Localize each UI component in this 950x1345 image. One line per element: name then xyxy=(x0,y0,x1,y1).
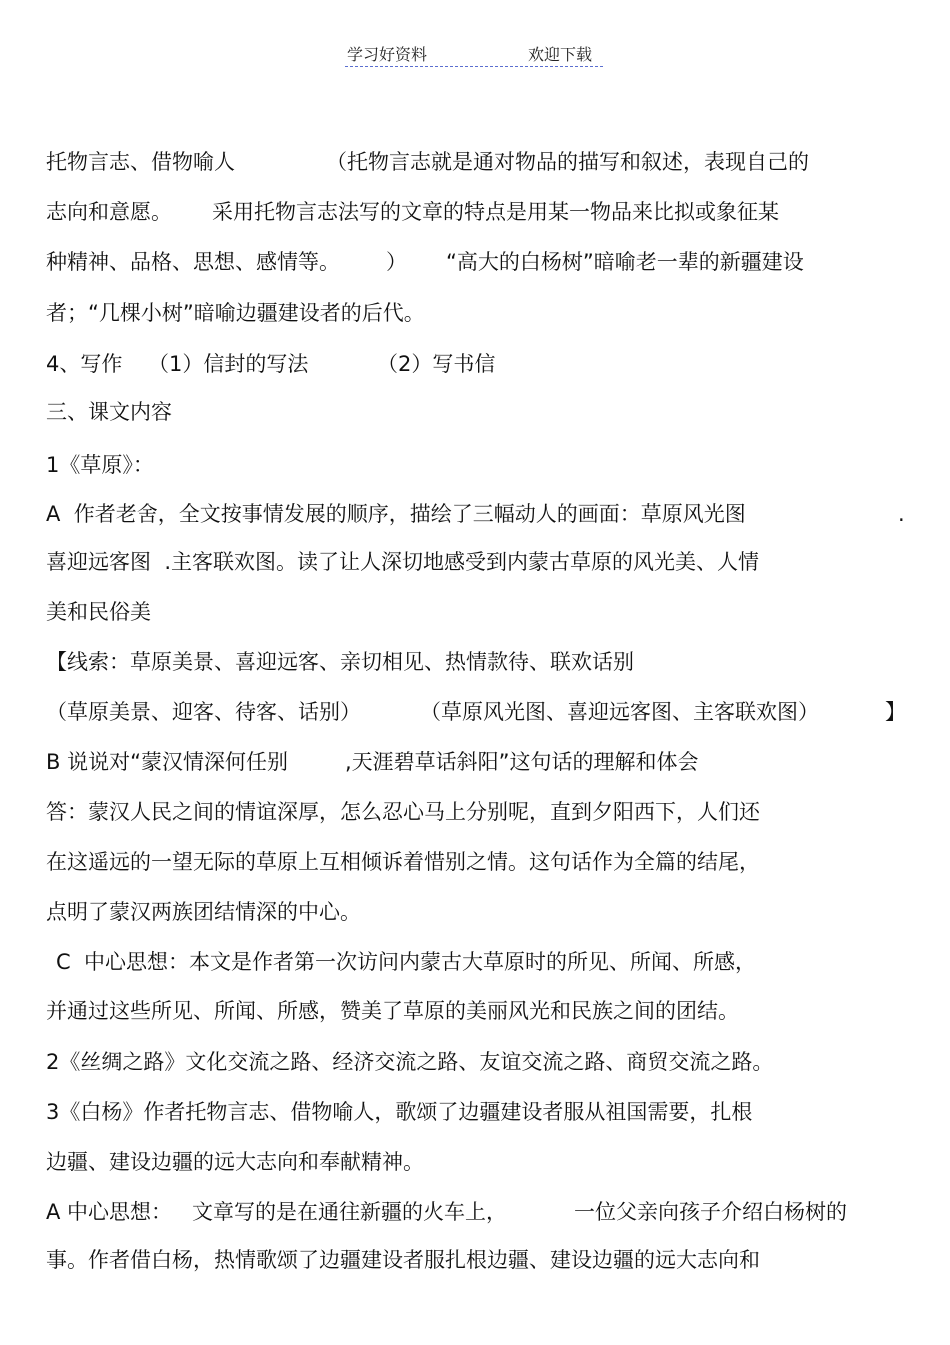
text-line: 事。作者借白杨，热情歌颂了边疆建设者服扎根边疆、建设边疆的远大志向和 xyxy=(46,1248,760,1272)
section-heading: 三、课文内容 xyxy=(46,400,172,424)
text-line: 3《白杨》作者托物言志、借物喻人，歌颂了边疆建设者服从祖国需要，扎根 xyxy=(46,1100,753,1124)
text-line: 一位父亲向孩子介绍白杨树的 xyxy=(574,1200,847,1224)
text-line: 者；“几棵小树”暗喻边疆建设者的后代。 xyxy=(46,301,425,325)
text-line: 文章写的是在通往新疆的火车上， xyxy=(192,1200,507,1224)
text-line: 【线索：草原美景、喜迎远客、亲切相见、热情款待、联欢话别 xyxy=(46,650,634,674)
text-line: 点明了蒙汉两族团结情深的中心。 xyxy=(46,900,361,924)
page-header xyxy=(345,40,603,67)
text-line: （草原美景、迎客、待客、话别） xyxy=(46,700,361,724)
text-line: . xyxy=(898,502,905,526)
text-line: （2）写书信 xyxy=(377,352,496,376)
text-line: 在这遥远的一望无际的草原上互相倾诉着惜别之情。这句话作为全篇的结尾， xyxy=(46,850,760,874)
text-line: 2《丝绸之路》文化交流之路、经济交流之路、友谊交流之路、商贸交流之路。 xyxy=(46,1050,774,1074)
text-line: ,天涯碧草话斜阳”这句话的理解和体会 xyxy=(345,750,699,774)
text-line: “高大的白杨树”暗喻老一辈的新疆建设 xyxy=(446,250,804,274)
text-line: C 中心思想：本文是作者第一次访问内蒙古大草原时的所见、所闻、所感， xyxy=(56,950,757,974)
text-line: （1）信封的写法 xyxy=(148,352,309,376)
text-line: B 说说对“蒙汉情深何任别 xyxy=(46,750,288,774)
text-line: 1《草原》： xyxy=(46,453,154,477)
text-line: 采用托物言志法写的文章的特点是用某一物品来比拟或象征某 xyxy=(212,200,779,224)
text-line: 喜迎远客图 .主客联欢图。读了让人深切地感受到内蒙古草原的风光美、人情 xyxy=(46,550,760,574)
text-line: （草原风光图、喜迎远客图、主客联欢图） xyxy=(420,700,819,724)
text-line: 并通过这些所见、所闻、所感，赞美了草原的美丽风光和民族之间的团结。 xyxy=(46,999,739,1023)
header-left-text: 学习好资料 xyxy=(347,45,428,64)
text-line: 】 xyxy=(885,700,906,724)
text-line: 美和民俗美 xyxy=(46,600,151,624)
text-line: 种精神、品格、思想、感情等。 xyxy=(46,250,340,274)
text-line: 边疆、建设边疆的远大志向和奉献精神。 xyxy=(46,1150,424,1174)
text-line: 志向和意愿。 xyxy=(46,200,172,224)
text-line: A 作者老舍，全文按事情发展的顺序，描绘了三幅动人的画面：草原风光图 xyxy=(46,502,746,526)
text-line: A 中心思想： xyxy=(46,1200,173,1224)
header-right-text: 欢迎下载 xyxy=(528,45,593,64)
text-line: （托物言志就是通对物品的描写和叙述，表现自己的 xyxy=(326,150,809,174)
text-line: ） xyxy=(386,250,407,274)
text-line: 答：蒙汉人民之间的情谊深厚，怎么忍心马上分别呢，直到夕阳西下，人们还 xyxy=(46,800,760,824)
text-line: 托物言志、借物喻人 xyxy=(46,150,235,174)
text-line: 4、写作 xyxy=(46,352,123,376)
